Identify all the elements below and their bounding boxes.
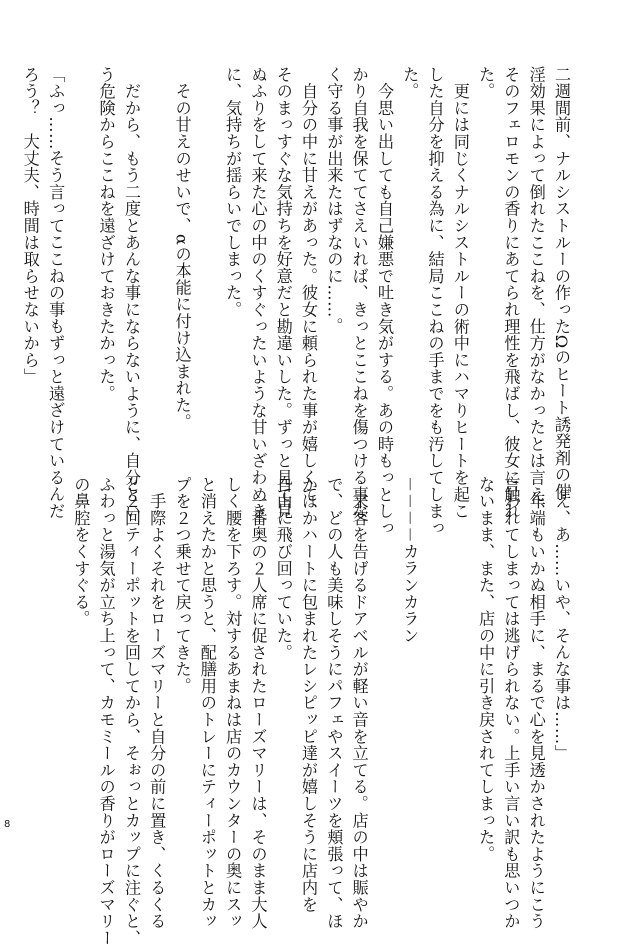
text-line: う危険からここねを遠ざけておきたかった。 xyxy=(96,66,116,402)
text-line: そのフェロモンの香りにあてられ理性を飛ばし、彼女に触れ xyxy=(501,66,521,520)
text-line: 言われてしまっては逃げられない。上手い言い訳も思いつか xyxy=(501,476,521,930)
text-line: た。 xyxy=(400,66,420,100)
text-line: ふわっと湯気が立ち上って、カモミールの香りがローズマリー xyxy=(96,476,116,946)
upper-text-block xyxy=(17,66,574,537)
text-line: だから、もう二度とあんな事にならないように、自分とい xyxy=(121,66,141,520)
text-line: ぬふりをして来た心の中のくすぐったいような甘いざわめき xyxy=(248,66,268,520)
text-line: 手際よくそれをローズマリーと自分の前に置き、くるくる xyxy=(147,476,167,930)
text-line: 更には同じくナルシストルーの術中にハマりヒートを起こ xyxy=(450,66,470,520)
blank-line xyxy=(144,66,169,438)
dialogue-line: 「ふっ……そう言ってここねの事もずっと遠ざけているんだ xyxy=(46,66,66,520)
text-line: で、どの人も美味しそうにパフェやスイーツを頬張って、ほ xyxy=(324,476,344,930)
text-line: 年端もいかぬ相手に、まるで心を見透かされたようにこう xyxy=(526,476,546,930)
text-line: した自分を抑える為に、結局ここねの手までをも汚してしまっ xyxy=(425,66,445,537)
text-line: 来客を告げるドアベルが軽い音を立てる。店の中は賑やか xyxy=(349,476,369,930)
text-line: プを２つ乗せて戻ってきた。 xyxy=(172,476,192,695)
text-line: かり自我を保ててさえいれば、きっとここねを傷つける事な xyxy=(349,66,369,520)
blank-line xyxy=(195,66,220,438)
text-line: 自分の中に甘えがあった。彼女に頼られた事が嬉しくて、 xyxy=(299,66,319,520)
text-line: かほかハートに包まれたレシピッピ達が嬉しそうに店内を xyxy=(299,476,319,913)
text-line: た。 xyxy=(476,66,496,100)
text-line: 淫効果によって倒れたここねを、仕方がなかったとは言え、 xyxy=(526,66,546,520)
text-line: と２回ティーポットを回してから、そぉっとカップに注ぐと、 xyxy=(121,476,141,946)
text-line: の鼻腔をくすぐる。 xyxy=(71,476,91,628)
text-line: 二週間前、ナルシストルーの作ったΩのヒート誘発剤の催 xyxy=(552,66,571,501)
blank-line xyxy=(372,476,397,848)
text-line: に、気持ちが揺らいでしまった。 xyxy=(223,66,243,318)
text-line: ないまま、また、店の中に引き戻されてしまった。 xyxy=(476,476,496,863)
page-number: 8 xyxy=(4,819,11,830)
text-line: 自由に飛び回っていた。 xyxy=(273,476,293,661)
text-line: しく腰を下ろす。対するあまねは店のカウンターの奥にスッ xyxy=(223,476,243,930)
text-line: 一番奥の２人席に促されたローズマリーは、そのまま大人 xyxy=(248,476,268,930)
text-line: と消えたかと思うと、配膳用のトレーにティーポットとカッ xyxy=(197,476,217,930)
sound-effect-line: －－－－カランカラン xyxy=(400,476,420,644)
text-line: 今思い出しても自己嫌悪で吐き気がする。あの時もっとしっ xyxy=(374,66,394,537)
text-line: く守る事が出来たはずなのに……。 xyxy=(324,66,344,335)
blank-line xyxy=(68,66,93,438)
blank-line xyxy=(448,476,473,848)
blank-line xyxy=(422,476,447,848)
dialogue-line: 「え、あ……いや、そんな事は……」 xyxy=(552,476,571,762)
dialogue-line: ろう？ 大丈夫、時間は取らせないから」 xyxy=(20,66,40,386)
text-line: そのまっすぐな気持ちを好意だと勘違いした。ずっと見て見 xyxy=(273,66,293,520)
text-line: その甘えのせいで、αの本能に付け込まれた。 xyxy=(172,66,192,431)
lower-text-block xyxy=(68,476,574,946)
